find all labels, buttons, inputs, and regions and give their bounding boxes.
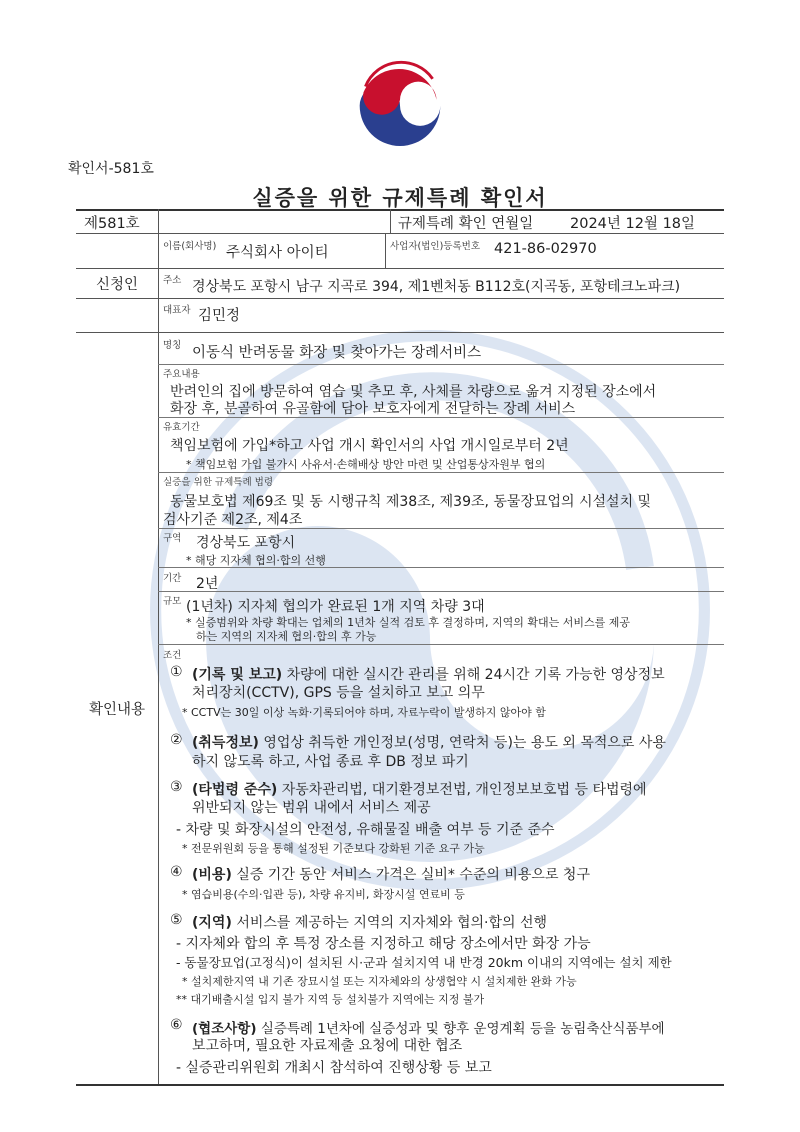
condition-sub: * 설치제한지역 내 기존 장묘시설 또는 지자체와의 상생협약 시 설치제한 완화 가능 [182,975,577,988]
condition-line: (기록 및 보고) 차량에 대한 실시간 관리를 위해 24시간 기록 가능한 영상정보 [192,667,665,683]
condition-mark: ⑤ [170,912,183,928]
column-divider [158,209,159,1084]
law-line: 동물보호법 제69조 및 동 시행규칙 제38조, 제39조, 동물장묘업의 시설설치 및 [170,494,652,510]
title-label: 명칭 [163,340,182,351]
scale-note: * 실증범위와 차량 확대는 업체의 1년차 실적 검토 후 결정하며, 지역의 확대는 서비스를 제공 [186,616,630,629]
period-label: 기간 [163,573,182,584]
condition-line: (협조사항) 실증특례 1년차에 실증성과 및 향후 운영계획 등을 농림축산식품부에 [192,1021,665,1037]
divider [76,268,724,269]
bizno-value: 421-86-02970 [494,241,597,257]
date-label: 규제특례 확인 연월일 [398,216,534,232]
condition-sub: * 전문위원회 등을 통해 설정된 기준보다 강화된 기준 요구 가능 [182,842,485,855]
law-label: 실증을 위한 규제특례 법령 [163,477,274,488]
condition-line: 보고하며, 필요한 자료제출 요청에 대한 협조 [192,1038,463,1054]
divider [158,472,724,473]
condition-sub: - 지자체와 합의 후 특정 장소를 지정하고 해당 장소에서만 화장 가능 [176,936,591,952]
condition-line: 처리장치(CCTV), GPS 등을 설치하고 보고 의무 [192,685,485,701]
condition-mark: ② [170,732,183,748]
scale-note: 하는 지역의 지자체 협의·합의 후 가능 [196,630,377,643]
name-label: 이름(회사명) [163,241,217,252]
content-line: 화장 후, 분골하여 유골함에 담아 보호자에게 전달하는 장례 서비스 [170,401,576,417]
table-bottom-border [76,1084,724,1086]
government-emblem-logo [352,50,448,146]
applicant-section-label: 신청인 [95,277,139,293]
condition-line: 위반되지 않는 범위 내에서 서비스 제공 [192,800,431,816]
divider [76,332,724,333]
column-divider [385,233,386,268]
condition-line: (비용) 실증 기간 동안 서비스 가격은 실비* 수준의 비용으로 청구 [192,867,590,883]
conditions-label: 조건 [163,650,182,661]
area-label: 구역 [163,533,182,544]
condition-mark: ④ [170,864,183,880]
condition-line: (취득정보) 영업상 취득한 개인정보(성명, 연락처 등)는 용도 외 목적으로 사용 [192,735,666,751]
bizno-label: 사업자(법인)등록번호 [390,241,481,252]
service-title: 이동식 반려동물 화장 및 찾아가는 장례서비스 [192,345,482,361]
condition-sub: * 염습비용(수의·입관 등), 차량 유지비, 화장시설 연료비 등 [182,888,465,901]
divider [158,364,724,365]
confirm-section-label: 확인내용 [88,702,146,718]
header-number: 제581호 [84,216,140,232]
validity-value: 책임보험에 가입*하고 사업 개시 확인서의 사업 개시일로부터 2년 [170,438,569,454]
scale-value: (1년차) 지자체 협의가 완료된 1개 지역 차량 3대 [186,599,485,615]
condition-mark: ③ [170,779,183,795]
condition-line: 하지 않도록 하고, 사업 종료 후 DB 정보 파기 [192,754,469,770]
document-number-top: 확인서-581호 [68,161,154,177]
condition-mark: ⑥ [170,1017,183,1033]
condition-sub: ** 대기배출시설 입지 불가 지역 등 설치불가 지역에는 지정 불가 [176,993,485,1006]
table-top-border [76,209,724,211]
date-value: 2024년 12월 18일 [570,216,696,232]
condition-line: (지역) 서비스를 제공하는 지역의 지자체와 협의·합의 선행 [192,915,548,931]
condition-line: (타법령 준수) 자동차관리법, 대기환경보전법, 개인정보보호법 등 타법령에 [192,782,647,798]
condition-sub: * CCTV는 30일 이상 녹화·기록되어야 하며, 자료누락이 발생하지 않아야 함 [182,706,546,719]
document-title: 실증을 위한 규제특례 확인서 [252,186,548,210]
address-value: 경상북도 포항시 남구 지곡로 394, 제1벤처동 B112호(지곡동, 포항테크노파크) [192,279,681,295]
period-value: 2년 [196,576,219,592]
condition-sub: - 동물장묘업(고정식)이 설치된 시·군과 설치지역 내 반경 20km 이내의 지역에는 설치 제한 [176,955,672,970]
condition-sub: - 차량 및 화장시설의 안전성, 유해물질 배출 여부 등 기준 준수 [176,822,555,838]
address-label: 주소 [163,275,182,286]
rep-value: 김민정 [198,308,241,324]
divider [76,298,724,299]
scale-label: 규모 [163,596,182,607]
area-value: 경상북도 포항시 [196,535,296,551]
divider [158,591,724,592]
content-line: 반려인의 집에 방문하여 염습 및 추모 후, 사체를 차량으로 옮겨 지정된 장소에서 [170,384,657,400]
rep-label: 대표자 [163,305,191,316]
validity-note: * 책임보험 가입 불가시 사유서·손해배상 방안 마련 및 산업통상자원부 협의 [186,458,546,471]
name-value: 주식회사 아이티 [226,245,329,261]
validity-label: 유효기간 [163,422,200,433]
condition-mark: ① [170,664,183,680]
divider [158,644,724,645]
content-label: 주요내용 [163,369,200,380]
divider [76,233,724,234]
law-line: 검사기준 제2조, 제4조 [163,512,303,528]
condition-sub: - 실증관리위원회 개최시 참석하여 진행상황 등 보고 [176,1060,492,1076]
column-divider [390,209,391,233]
area-note: * 해당 지자체 협의·합의 선행 [186,554,326,567]
